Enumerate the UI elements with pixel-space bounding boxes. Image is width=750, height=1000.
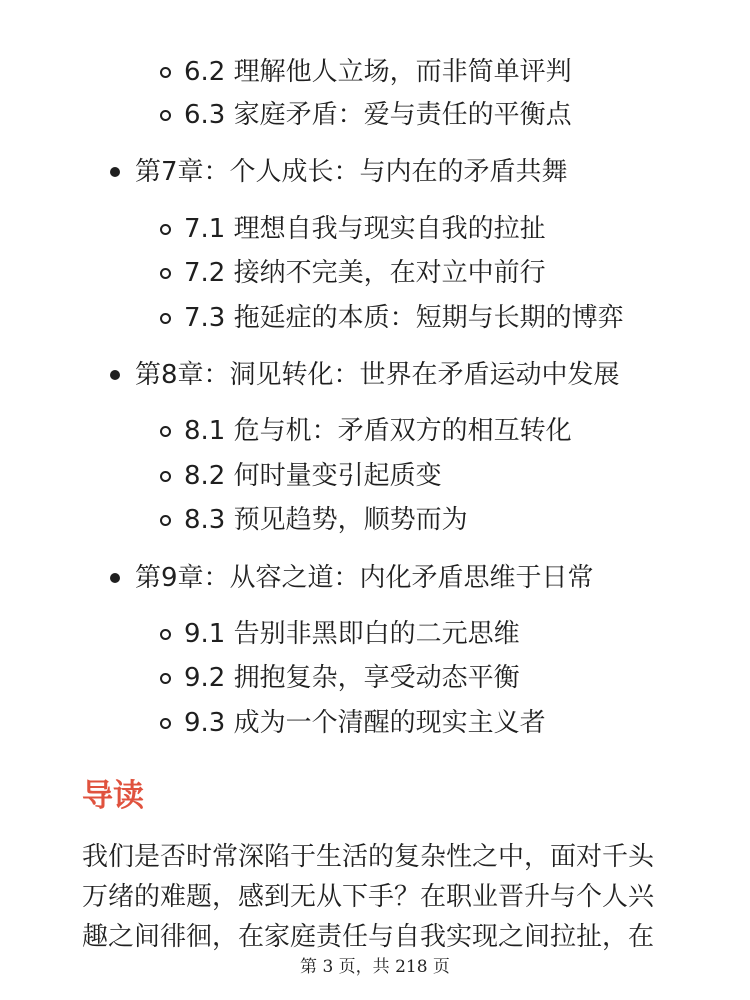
toc-item-label: 7.2 接纳不完美，在对立中前行 [184,258,546,288]
toc-chapter-label: 第7章：个人成长：与内在的矛盾共舞 [135,157,568,187]
toc-item-label: 6.3 家庭矛盾：爱与责任的平衡点 [184,100,572,130]
toc-item-label: 8.1 危与机：矛盾双方的相互转化 [184,416,572,446]
toc-item-label: 7.3 拖延症的本质：短期与长期的博弈 [184,303,624,333]
section-heading: 导读 [82,778,144,814]
toc-item-label: 7.1 理想自我与现实自我的拉扯 [184,214,546,244]
toc-item-7-2[interactable] [160,256,546,290]
hollow-bullet-icon [160,67,171,78]
toc-item-9-1[interactable] [160,617,520,651]
toc-item-label: 6.2 理解他人立场，而非简单评判 [184,57,572,87]
hollow-bullet-icon [160,426,171,437]
hollow-bullet-icon [160,313,171,324]
toc-chapter-7[interactable] [110,155,568,189]
toc-chapter-9[interactable] [110,561,594,595]
hollow-bullet-icon [160,268,171,279]
paragraph-line-1: 我们是否时常深陷于生活的复杂性之中，面对千头 [82,842,655,872]
hollow-bullet-icon [160,515,171,526]
filled-bullet-icon [110,370,120,380]
toc-item-8-3[interactable] [160,503,468,537]
hollow-bullet-icon [160,110,171,121]
toc-item-label: 8.2 何时量变引起质变 [184,461,442,491]
hollow-bullet-icon [160,718,171,729]
hollow-bullet-icon [160,471,171,482]
filled-bullet-icon [110,573,120,583]
toc-item-8-2[interactable] [160,459,442,493]
toc-chapter-8[interactable] [110,358,620,392]
toc-chapter-label: 第9章：从容之道：内化矛盾思维于日常 [135,563,594,593]
hollow-bullet-icon [160,629,171,640]
hollow-bullet-icon [160,673,171,684]
toc-item-7-3[interactable] [160,301,624,335]
page-number-footer: 第 3 页，共 218 页 [300,957,450,977]
toc-item-9-2[interactable] [160,661,520,695]
paragraph-line-2: 万绪的难题，感到无从下手？在职业晋升与个人兴 [82,882,655,912]
filled-bullet-icon [110,167,120,177]
toc-item-7-1[interactable] [160,212,546,246]
paragraph-line-3: 趣之间徘徊，在家庭责任与自我实现之间拉扯，在 [82,922,655,952]
hollow-bullet-icon [160,224,171,235]
toc-item-label: 9.2 拥抱复杂，享受动态平衡 [184,663,520,693]
toc-item-9-3[interactable] [160,706,546,740]
toc-item-8-1[interactable] [160,414,572,448]
toc-item-6-2[interactable] [160,55,572,89]
toc-item-label: 8.3 预见趋势，顺势而为 [184,505,468,535]
toc-chapter-label: 第8章：洞见转化：世界在矛盾运动中发展 [135,360,620,390]
toc-item-label: 9.1 告别非黑即白的二元思维 [184,619,520,649]
toc-item-label: 9.3 成为一个清醒的现实主义者 [184,708,546,738]
toc-item-6-3[interactable] [160,98,572,132]
